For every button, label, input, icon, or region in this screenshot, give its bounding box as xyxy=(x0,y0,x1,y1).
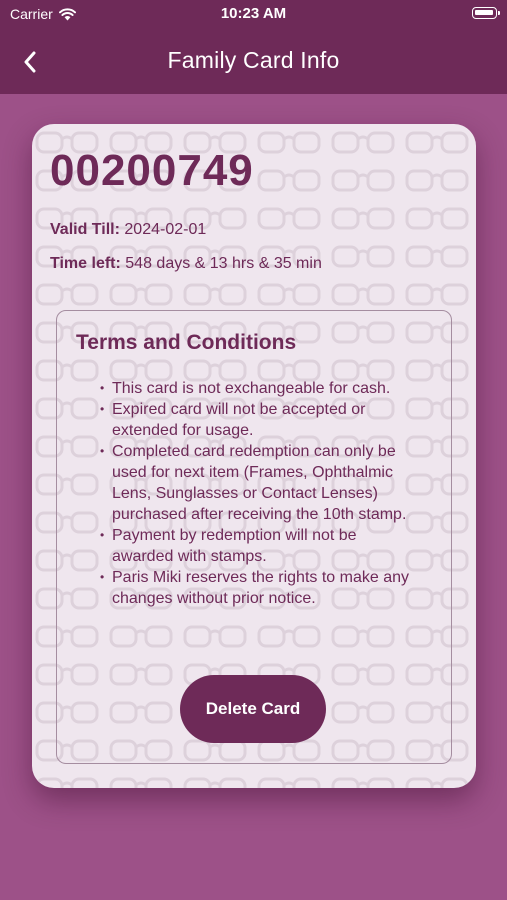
terms-item: • Expired card will not be accepted or extended for usage. xyxy=(100,399,420,441)
time-left-row xyxy=(50,255,322,273)
battery-icon xyxy=(472,7,497,19)
time-left-label: Time left: xyxy=(50,255,121,272)
valid-till-row xyxy=(50,221,206,239)
card-number: 00200749 xyxy=(50,146,254,195)
valid-till-label: Valid Till: xyxy=(50,221,120,238)
terms-list xyxy=(100,378,420,609)
status-bar xyxy=(0,0,507,30)
navigation-bar xyxy=(0,30,507,94)
carrier-label: Carrier xyxy=(10,6,53,22)
page-title: Family Card Info xyxy=(167,47,340,73)
terms-item: • This card is not exchangeable for cash. xyxy=(100,378,420,399)
terms-item: • Completed card redemption can only be used for next item (Frames, Ophthalmic Lens, Sunglasses or Contact Lenses) purchased after receiving the 10th stamp. xyxy=(100,441,420,525)
time-left-value: 548 days & 13 hrs & 35 min xyxy=(125,255,322,272)
delete-card-button[interactable]: Delete Card xyxy=(180,675,326,743)
family-card xyxy=(32,124,476,788)
valid-till-value: 2024-02-01 xyxy=(124,221,207,238)
status-time: 10:23 AM xyxy=(220,5,287,22)
terms-title: Terms and Conditions xyxy=(76,331,297,354)
terms-item: • Payment by redemption will not be awarded with stamps. xyxy=(100,525,420,567)
terms-box xyxy=(56,310,452,764)
terms-item: • Paris Miki reserves the rights to make any changes without prior notice. xyxy=(100,567,420,609)
